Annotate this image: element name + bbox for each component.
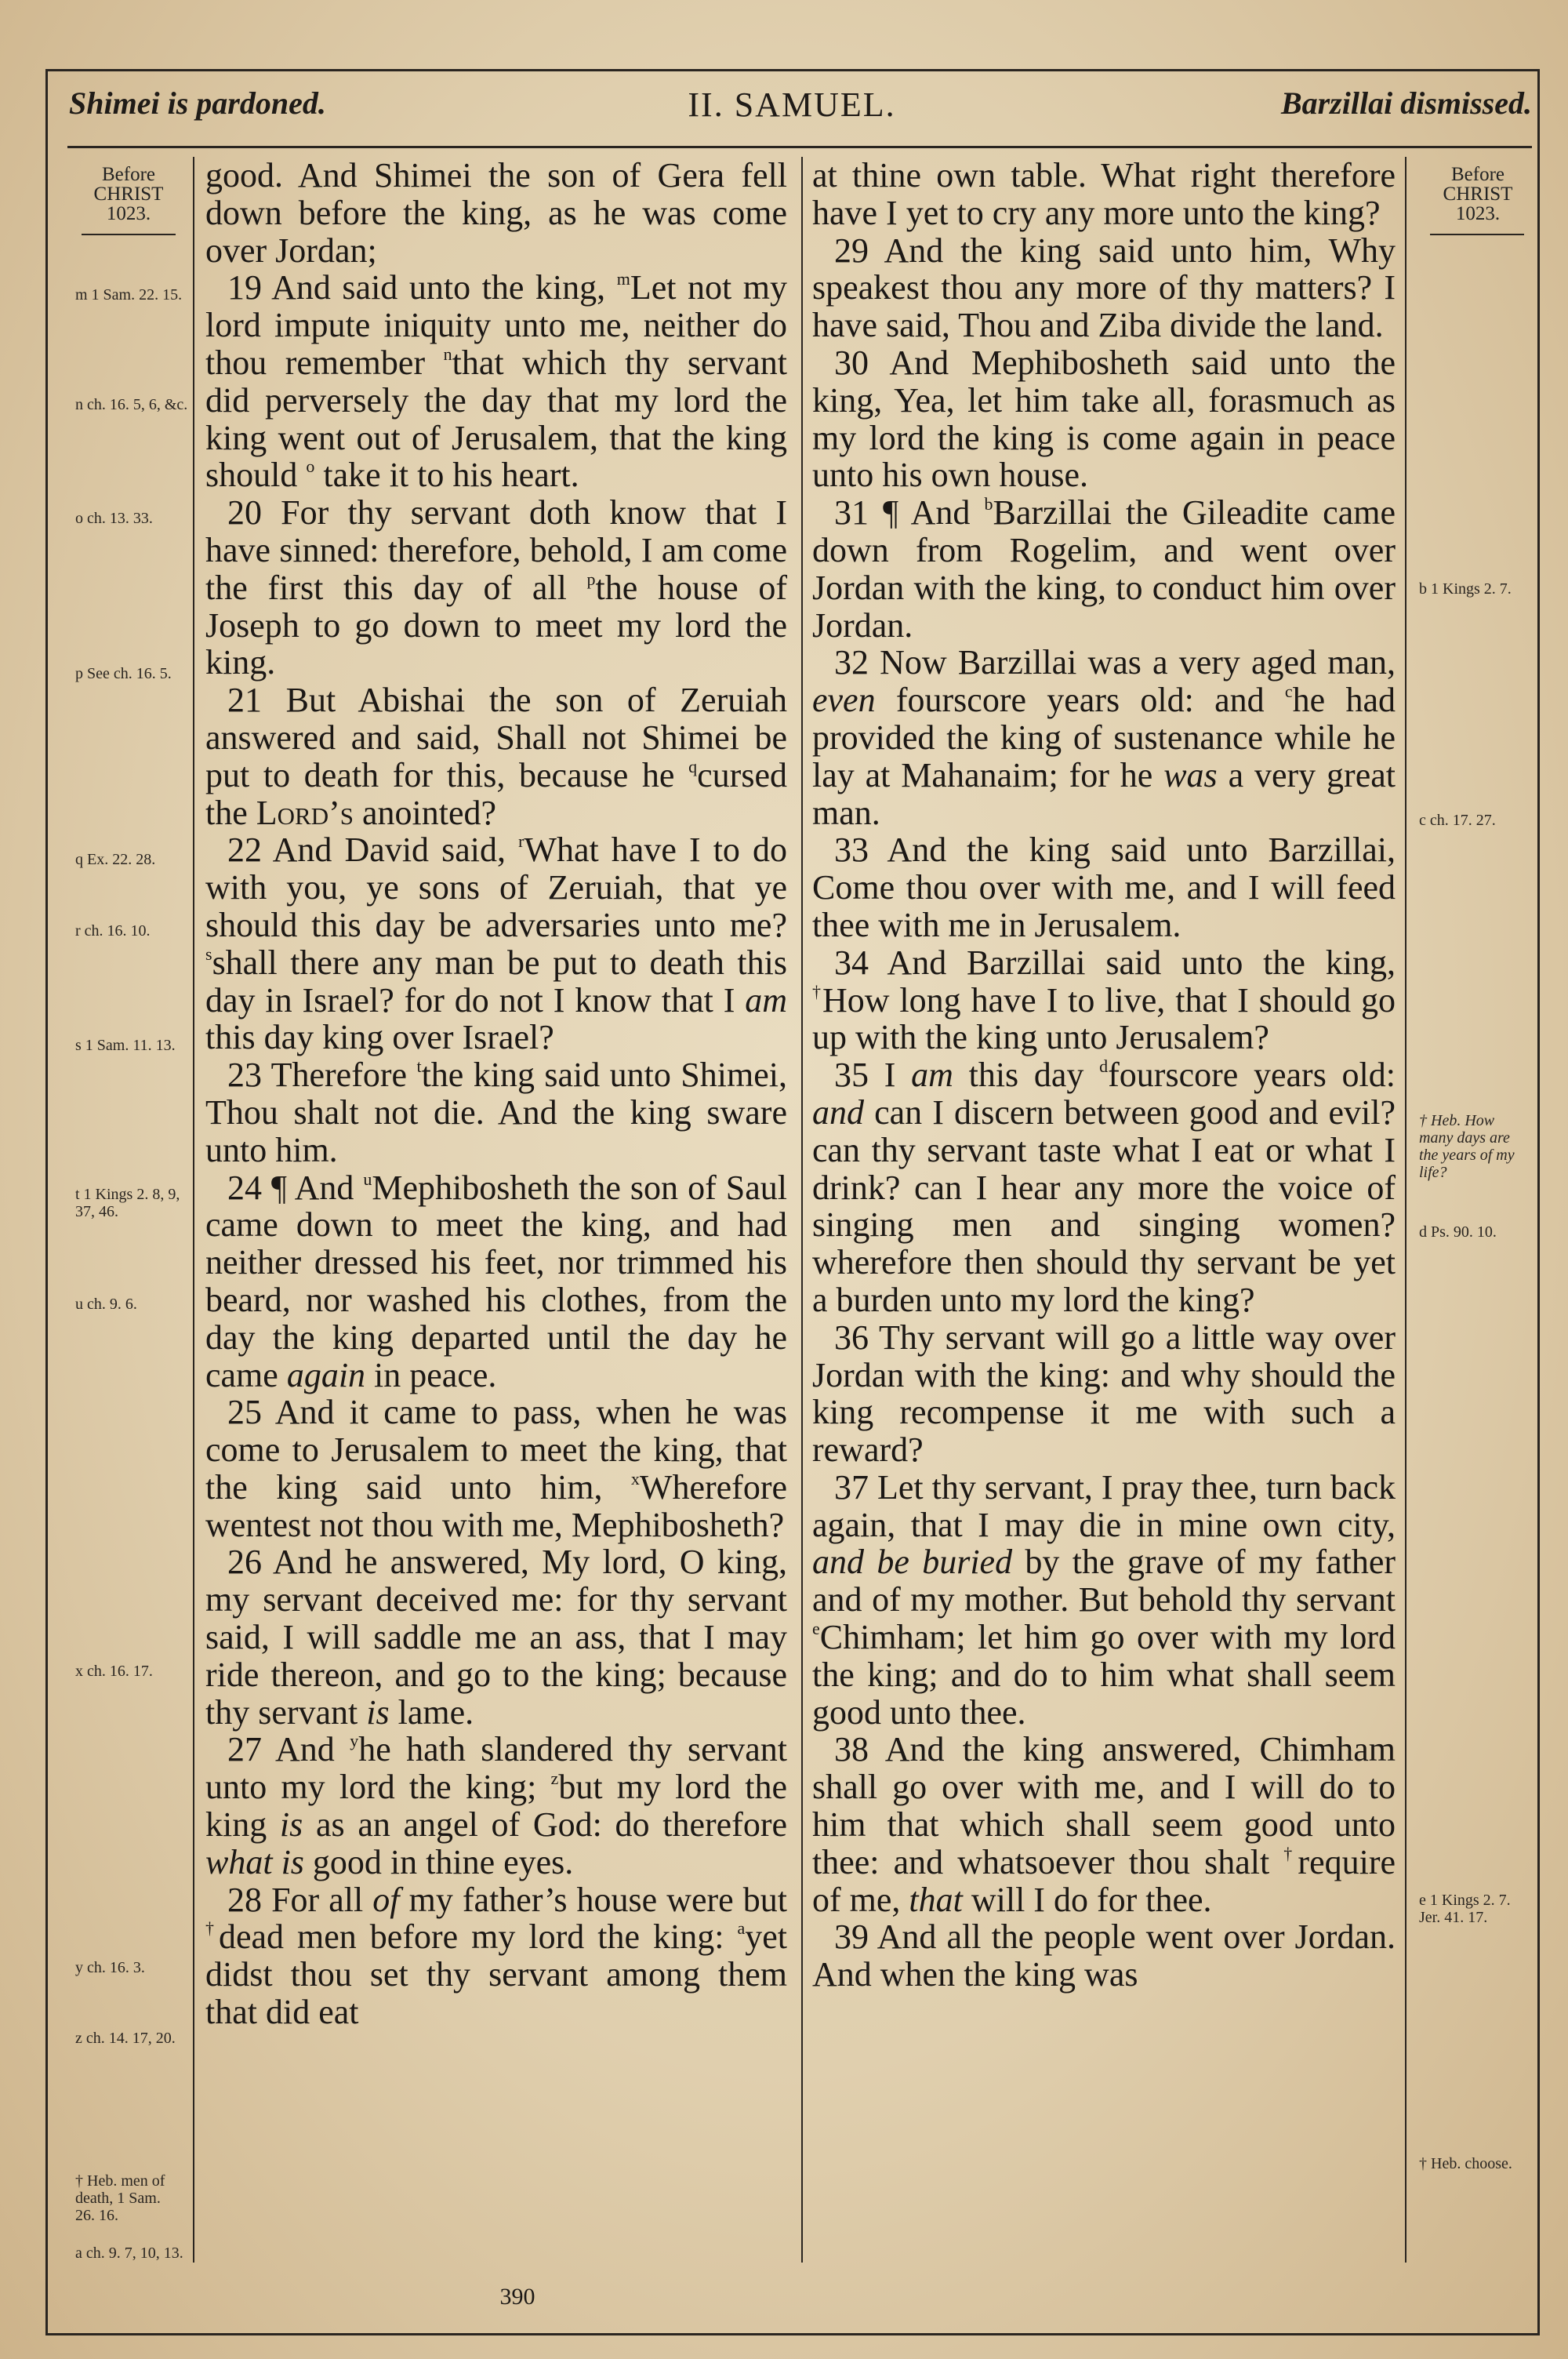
margin-note: t 1 Kings 2. 8, 9, 37, 46. [75, 1186, 180, 1220]
christ-label: CHRIST [93, 184, 164, 205]
verse-23: 23 Therefore $^t$the king said unto Shimei, Thou shalt not die. And the king sware unto him. [205, 1056, 787, 1169]
verse-text: good. And Shimei the son of Gera fell down before the king, as he was come over Jordan; [205, 156, 787, 270]
verse-24: 24 ¶ And $^u$Mephibosheth the son of Saul came down to meet the king, and had neither dressed his feet, nor trimmed his beard, nor washed his clothes, from the day the king departed until the day he came again in peace. [205, 1168, 787, 1394]
right-margin-rule [1405, 157, 1406, 2263]
left-margin-rule [193, 157, 194, 2263]
verse-27: 27 And $^y$he hath slandered thy servant unto my lord the king; $^z$but my lord the king is as an angel of God: do therefore what is good in thine eyes. [205, 1730, 787, 1881]
margin-note: † Heb. men of death, 1 Sam. 26. 16. [75, 2172, 165, 2224]
margin-note: b 1 Kings 2. 7. [1419, 580, 1512, 598]
margin-note: d Ps. 90. 10. [1419, 1223, 1497, 1241]
verse-19: 19 And said unto the king, $^m$Let not my lord impute iniquity unto me, neither do thou remember $^n$that which thy servant did perversely the day that my lord the king went out of Jerusalem, that the king should $^o$ take it to his heart. [205, 268, 787, 495]
margin-note: z ch. 14. 17, 20. [75, 2030, 176, 2047]
margin-note: r ch. 16. 10. [75, 922, 151, 940]
verse-36: 36 Thy servant will go a little way over Jordan with the king: and why should the king recompense it me with such a reward? [812, 1318, 1396, 1470]
margin-note: n ch. 16. 5, 6, &c. [75, 396, 188, 413]
header-rule [67, 146, 1532, 148]
margin-note: † Heb. How many days are the years of my life? [1419, 1112, 1515, 1181]
running-header [47, 85, 1537, 140]
page-number: 390 [499, 2284, 535, 2310]
before-label: Before [1450, 164, 1505, 185]
text-column-left [205, 157, 787, 2031]
margin-note: y ch. 16. 3. [75, 1959, 145, 1976]
margin-note: q Ex. 22. 28. [75, 851, 156, 868]
header-book-title: II. SAMUEL. [688, 85, 896, 124]
verse-38: 38 And the king answered, Chimham shall go over with me, and I will do to him that which shall seem good unto thee: and whatsoever thou shalt †require of me, that will I do for thee. [812, 1730, 1396, 1919]
margin-note: x ch. 16. 17. [75, 1663, 153, 1680]
verse-text: at thine own table. What right therefore have I yet to cry any more unto the king? [812, 156, 1396, 232]
before-label: Before [101, 164, 156, 185]
verse-39: 39 And all the people went over Jordan. And when the king was [812, 1917, 1396, 1994]
left-date-rule-top [82, 234, 176, 235]
left-margin-date [75, 165, 182, 224]
verse-34: 34 And Barzillai said unto the king, †How long have I to live, that I should go up with the king unto Jerusalem? [812, 943, 1396, 1057]
verse-30: 30 And Mephibosheth said unto the king, Yea, let him take all, forasmuch as my lord the king is come again in peace unto his own house. [812, 343, 1396, 495]
margin-note: c ch. 17. 27. [1419, 812, 1496, 829]
column-divider [801, 157, 803, 2263]
christ-label: CHRIST [1443, 184, 1513, 205]
margin-note: p See ch. 16. 5. [75, 665, 172, 682]
right-date-rule-top [1430, 234, 1524, 235]
year-label: 1023. [1455, 203, 1501, 224]
verse-26: 26 And he answered, My lord, O king, my servant deceived me: for thy servant said, I will saddle me an ass, that I may ride thereon, and go to the king; because thy servant is lame. [205, 1543, 787, 1732]
verse-31: 31 ¶ And $^b$Barzillai the Gileadite came down from Rogelim, and went over Jordan with the king, to conduct him over Jordan. [812, 493, 1396, 645]
right-margin-date [1421, 165, 1535, 224]
verse-25: 25 And it came to pass, when he was come to Jerusalem to meet the king, that the king said unto him, $^x$Wherefore wentest not thou with me, Mephibosheth? [205, 1393, 787, 1544]
margin-note: † Heb. choose. [1419, 2155, 1512, 2172]
margin-note: s 1 Sam. 11. 13. [75, 1037, 176, 1054]
verse-35: 35 I am this day $^d$fourscore years old: and can I discern between good and evil? can thy servant taste what I eat or what I drink? can I hear any more the voice of singing men and singing women? wherefore then should thy servant be yet a burden unto my lord the king? [812, 1056, 1396, 1319]
verse-32: 32 Now Barzillai was a very aged man, even fourscore years old: and $^c$he had provided the king of sustenance while he lay at Mahanaim; for he was a very great man. [812, 643, 1396, 832]
margin-note: o ch. 13. 33. [75, 510, 153, 527]
verse-29: 29 And the king said unto him, Why speakest thou any more of thy matters? I have said, Thou and Ziba divide the land. [812, 231, 1396, 345]
margin-note: u ch. 9. 6. [75, 1296, 137, 1313]
header-left: Shimei is pardoned. [69, 85, 326, 121]
verse-28: 28 For all of my father’s house were but †dead men before my lord the king: $^a$yet didst thou set thy servant among them that did eat [205, 1880, 787, 2032]
verse-21: 21 But Abishai the son of Zeruiah answered and said, Shall not Shimei be put to death for this, because he $^q$cursed the Lord’s anointed? [205, 681, 787, 832]
verse-20: 20 For thy servant doth know that I have sinned: therefore, behold, I am come the first this day of all $^p$the house of Joseph to go down to meet my lord the king. [205, 493, 787, 682]
verse-33: 33 And the king said unto Barzillai, Come thou over with me, and I will feed thee with me in Jerusalem. [812, 831, 1396, 944]
margin-note: e 1 Kings 2. 7. Jer. 41. 17. [1419, 1892, 1511, 1926]
verse-22: 22 And David said, $^r$What have I to do with you, ye sons of Zeruiah, that ye should this day be adversaries unto me? $^s$shall there any man be put to death this day in Israel? for do not I know that I am this day king over Israel? [205, 831, 787, 1057]
text-column-right [812, 157, 1396, 1994]
verse-37: 37 Let thy servant, I pray thee, turn back again, that I may die in mine own city, and be buried by the grave of my father and of my mother. But behold thy servant $^e$Chimham; let him go over with my lord the king; and do to him what shall seem good unto thee. [812, 1467, 1396, 1732]
header-right: Barzillai dismissed. [1280, 85, 1532, 121]
margin-note: a ch. 9. 7, 10, 13. [75, 2245, 183, 2262]
year-label: 1023. [106, 203, 151, 224]
margin-note: m 1 Sam. 22. 15. [75, 286, 183, 304]
